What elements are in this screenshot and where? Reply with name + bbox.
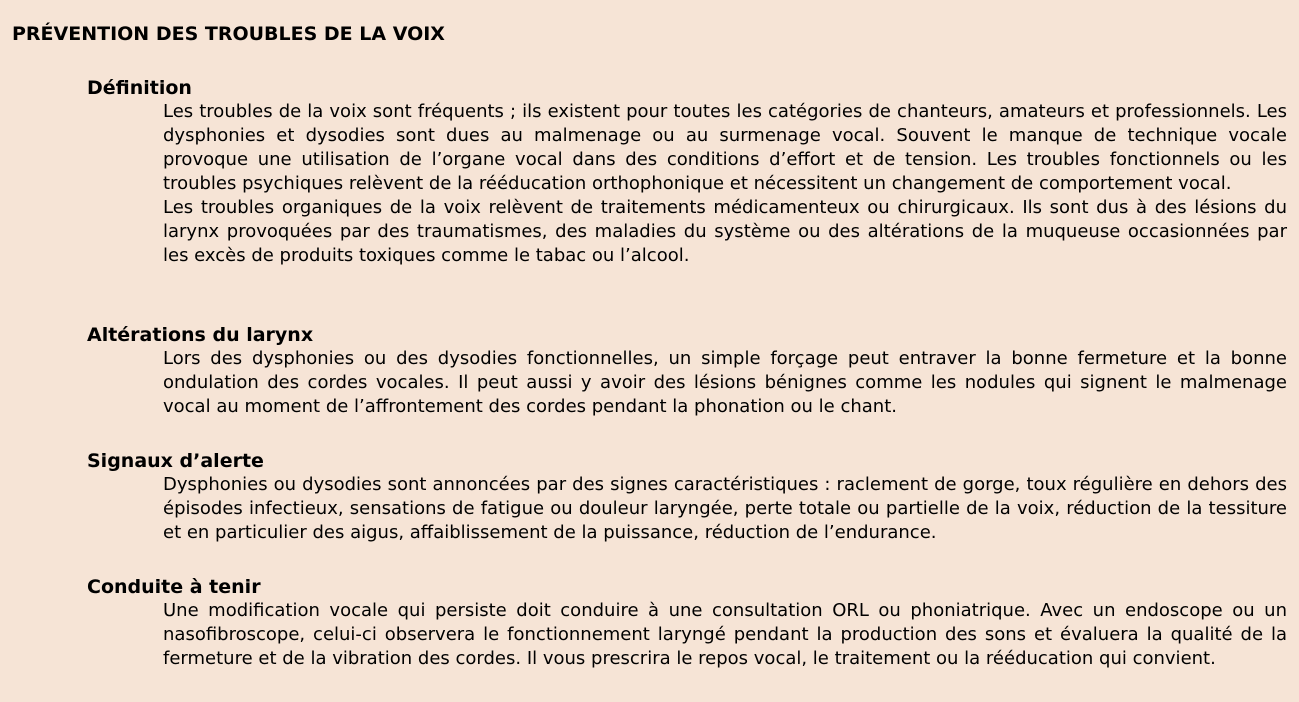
section-body — [163, 100, 1287, 268]
paragraph: Dysphonies ou dysodies sont annoncées par des signes caractéristiques : raclement de gorge, toux régulière en dehors des épisodes infectieux, sensations de fatigue ou douleur laryngée, perte totale ou partielle de la voix, réduction de la tessiture et en particulier des aigus, affaiblissement de la puissance, réduction de l’endurance. — [163, 474, 1287, 543]
section-signaux-alerte — [87, 449, 1287, 545]
section-body — [163, 473, 1287, 545]
section-definition — [87, 76, 1287, 268]
section-conduite-a-tenir — [87, 575, 1287, 671]
paragraph: Les troubles de la voix sont fréquents ; ils existent pour toutes les catégories de chanteurs, amateurs et professionnels. Les dysphonies et dysodies sont dues au malmenage ou au surmenage vocal. Souvent le manque de technique vocale provoque une utilisation de l’organe vocal dans des conditions d’effort et de tension. Les troubles fonctionnels ou les troubles psychiques relèvent de la rééducation orthophonique et nécessitent un changement de comportement vocal. — [163, 101, 1287, 194]
paragraph: Lors des dysphonies ou des dysodies fonctionnelles, un simple forçage peut entraver la bonne fermeture et la bonne ondulation des cordes vocales. Il peut aussi y avoir des lésions bénignes comme les nodules qui signent le malmenage vocal au moment de l’affrontement des cordes pendant la phonation ou le chant. — [163, 348, 1287, 417]
page-title: PRÉVENTION DES TROUBLES DE LA VOIX — [12, 23, 445, 45]
section-body — [163, 599, 1287, 671]
section-heading: Conduite à tenir — [87, 576, 261, 598]
section-heading: Définition — [87, 77, 192, 99]
section-body — [163, 347, 1287, 419]
section-heading: Signaux d’alerte — [87, 450, 264, 472]
section-heading: Altérations du larynx — [87, 324, 314, 346]
paragraph: Les troubles organiques de la voix relèvent de traitements médicamenteux ou chirurgicaux. Ils sont dus à des lésions du larynx provoquées par des traumatismes, des maladies du système ou des altérations de la muqueuse occasionnées par les excès de produits toxiques comme le tabac ou l’alcool. — [163, 197, 1287, 266]
paragraph: Une modification vocale qui persiste doit conduire à une consultation ORL ou phoniatrique. Avec un endoscope ou un nasofibroscope, celui-ci observera le fonctionnement laryngé pendant la production des sons et évaluera la qualité de la fermeture et de la vibration des cordes. Il vous prescrira le repos vocal, le traitement ou la rééducation qui convient. — [163, 600, 1287, 669]
section-alterations-larynx — [87, 323, 1287, 419]
